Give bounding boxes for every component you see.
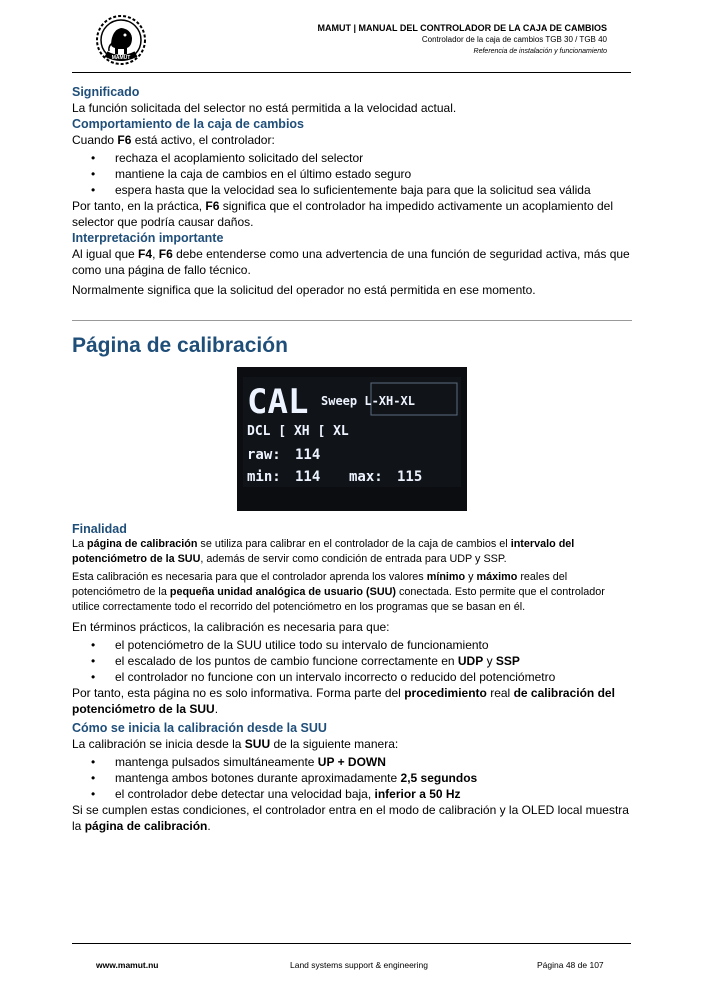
header-subtitle-2: Referencia de instalación y funcionamiento: [473, 48, 607, 55]
mamut-logo: [94, 14, 148, 66]
page-content: [72, 84, 632, 834]
comportamiento-heading: Comportamiento de la caja de cambios: [72, 117, 305, 131]
terminos-text: En términos prácticos, la calibración es necesaria para que:: [72, 620, 390, 634]
como-intro-text: La calibración se inicia desde la SUU de la siguiente manera:: [72, 737, 399, 751]
como-heading: Cómo se inicia la calibración desde la SUU: [72, 721, 327, 735]
como-list: [72, 754, 632, 802]
list-item: • mantiene la caja de cambios en el último estado seguro: [72, 166, 632, 182]
finalidad-text-1: La página de calibración se utiliza para calibrar en el controlador de la caja de cambios el intervalo del potenciómetro de la SUU, además de servir como condición de entrada para UDP y SSP.: [72, 538, 575, 565]
footer-website-link[interactable]: www.mamut.nu: [96, 960, 159, 970]
normalmente-text: Normalmente significa que la solicitud del operador no está permitida en ese momento.: [72, 283, 536, 297]
al-igual-text: Al igual que F4, F6 debe entenderse como una advertencia de una función de seguridad activa, más que como una página de fallo técnico.: [72, 247, 630, 277]
oled-cal-text: CAL: [247, 382, 309, 422]
oled-min-label: min:: [247, 469, 281, 485]
list-item: • el controlador debe detectar una velocidad baja, inferior a 50 Hz: [72, 786, 632, 802]
list-item: • el controlador no funcione con un intervalo incorrecto o reducido del potenciómetro: [72, 669, 632, 685]
por-tanto-text: Por tanto, en la práctica, F6 significa que el controlador ha impedido activamente un acoplamiento del selector que podría causar daños.: [72, 199, 613, 229]
svg-text:MAMUT: MAMUT: [111, 55, 131, 61]
terminos-list: [72, 637, 632, 685]
final-text: Si se cumplen estas condiciones, el controlador entra en el modo de calibración y la OLED local muestra la página de calibración.: [72, 803, 629, 833]
footer-tagline: Land systems support & engineering: [290, 960, 428, 970]
list-item: • el potenciómetro de la SUU utilice todo su intervalo de funcionamiento: [72, 637, 632, 653]
oled-min-value: 114: [295, 469, 321, 485]
oled-raw-value: 114: [295, 447, 321, 463]
finalidad-heading: Finalidad: [72, 522, 127, 536]
list-item: • rechaza el acoplamiento solicitado del selector: [72, 150, 632, 166]
interpretacion-heading: Interpretación importante: [72, 231, 224, 245]
oled-line2-text: DCL [ XH [ XL: [247, 424, 349, 439]
oled-sweep-text: Sweep L-XH-XL: [321, 394, 415, 408]
footer-divider: [72, 943, 631, 944]
list-item: • espera hasta que la velocidad sea lo suficientemente baja para que la solicitud sea válida: [72, 182, 632, 198]
oled-max-value: 115: [397, 469, 423, 485]
significado-heading: Significado: [72, 85, 140, 99]
page-header: [0, 0, 703, 74]
list-item: • el escalado de los puntos de cambio funcione correctamente en UDP y SSP: [72, 653, 632, 669]
significado-text: La función solicitada del selector no está permitida a la velocidad actual.: [72, 101, 457, 115]
oled-raw-label: raw:: [247, 447, 281, 463]
list-item: • mantenga pulsados simultáneamente UP + DOWN: [72, 754, 632, 770]
f6-section: [72, 84, 632, 298]
header-subtitle: Controlador de la caja de cambios TGB 30 / TGB 40: [421, 35, 607, 44]
section-divider: [72, 320, 632, 321]
comportamiento-list: [72, 150, 632, 198]
header-divider: [72, 72, 631, 73]
oled-calibration-photo: [237, 367, 467, 511]
oled-max-label: max:: [349, 469, 383, 485]
finalidad-text-2: Esta calibración es necesaria para que el controlador aprenda los valores mínimo y máximo reales del potenciómetro de la pequeña unidad analógica de usuario (SUU) conectada. Esto permite que el controlador utilice correctamente todo el recorrido del potenciómetro en los programas que se basan en él.: [72, 571, 605, 613]
calibration-title: Página de calibración: [72, 334, 288, 357]
footer-page-number: Página 48 de 107: [537, 960, 604, 970]
header-title: MAMUT | MANUAL DEL CONTROLADOR DE LA CAJA DE CAMBIOS: [317, 23, 607, 33]
por-tanto-calib-text: Por tanto, esta página no es solo informativa. Forma parte del procedimiento real de calibración del potenciómetro de la SUU.: [72, 686, 615, 716]
cuando-text: Cuando F6 está activo, el controlador:: [72, 133, 275, 147]
list-item: • mantenga ambos botones durante aproximadamente 2,5 segundos: [72, 770, 632, 786]
